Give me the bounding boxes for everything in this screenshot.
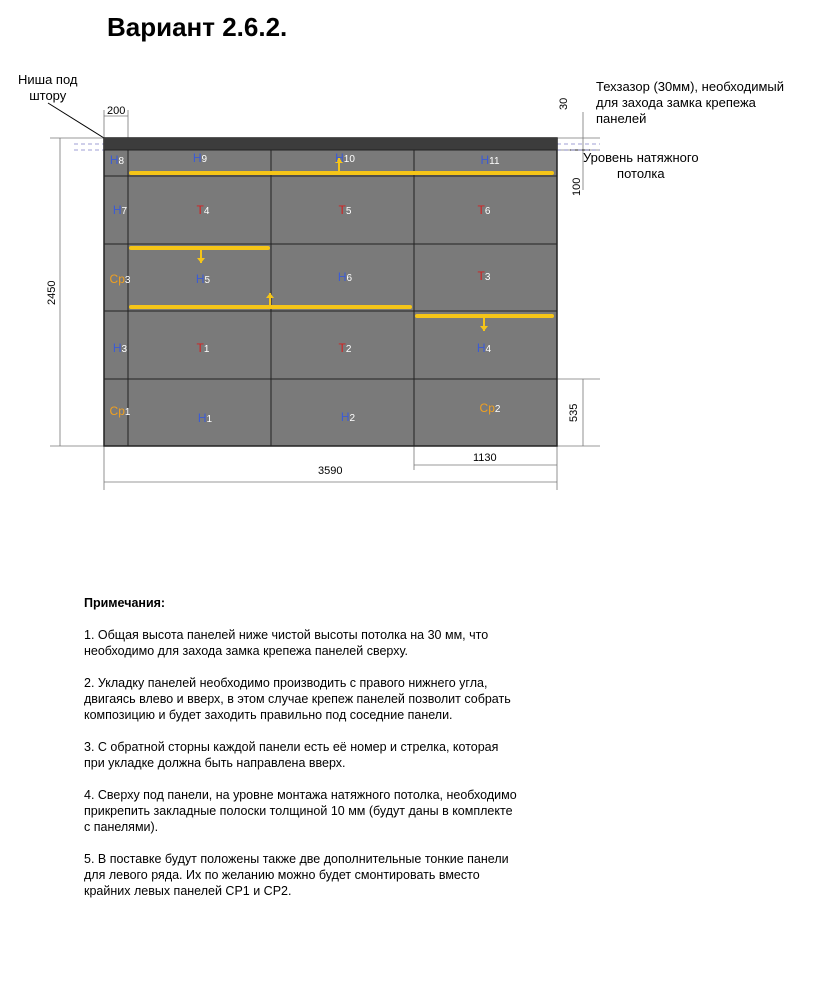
- panel-label: Н3: [112, 341, 128, 355]
- dim-1130: 1130: [473, 452, 497, 464]
- panel-label: Н8: [109, 153, 125, 167]
- panel-label: Н4: [476, 341, 492, 355]
- panel-label: Т6: [477, 203, 491, 217]
- dim-2450: 2450: [46, 280, 58, 305]
- top-gap-band: [104, 138, 557, 150]
- dim-30: 30: [558, 97, 570, 110]
- panel-label: Н7: [112, 203, 128, 217]
- note-1: 1. Общая высота панелей ниже чистой высоты потолка на 30 мм, что необходимо для захода замка крепежа панелей сверху.: [84, 628, 489, 658]
- note-5: 5. В поставке будут положены также две дополнительные тонкие панели для левого ряда. Их по желанию можно будет смонтировать вместо крайних левых панелей СР1 и СР2.: [84, 852, 509, 898]
- dim-100: 100: [571, 177, 583, 196]
- panel-label: Ср1: [109, 404, 131, 418]
- panel-label: Т2: [338, 341, 352, 355]
- panel-label: Н5: [195, 272, 211, 286]
- note-4: 4. Сверху под панели, на уровне монтажа натяжного потолка, необходимо прикрепить закладные полоски толщиной 10 мм (будут даны в комплекте с панелями).: [84, 788, 517, 834]
- note-3: 3. С обратной сторны каждой панели есть её номер и стрелка, которая при укладке должна быть направлена вверх.: [84, 740, 499, 770]
- panel-label: Н6: [337, 270, 353, 284]
- panel-label: Н2: [340, 410, 356, 424]
- page-title: Вариант 2.6.2.: [107, 12, 288, 42]
- panel-label: Н11: [480, 153, 500, 167]
- panel-label: Ср2: [479, 401, 501, 415]
- gap-callout: Техзазор (30мм), необходимый для захода замка крепежа панелей: [596, 79, 784, 126]
- panel-label: Т5: [338, 203, 352, 217]
- panel-label: Н9: [192, 151, 208, 165]
- dim-535: 535: [568, 403, 580, 422]
- panel-label: Н10: [335, 151, 355, 165]
- note-2: 2. Укладку панелей необходимо производить с правого нижнего угла, двигаясь влево и вверх, в этом случае крепеж панелей позволит собрать композицию и будет заходить правильно под соседние панели.: [84, 676, 511, 722]
- panel-label: Т3: [477, 269, 491, 283]
- niche-callout: Ниша под штору: [18, 72, 78, 103]
- panel-label: Т4: [196, 203, 210, 217]
- panel-label: Н1: [197, 411, 213, 425]
- panel-label: Т1: [196, 341, 210, 355]
- dim-3590: 3590: [318, 465, 343, 477]
- notes-header: Примечания:: [84, 596, 166, 610]
- notes-section: [84, 595, 604, 915]
- panel-label: Ср3: [109, 272, 131, 286]
- wall-area: [104, 138, 557, 446]
- ceiling-callout: Уровень натяжного потолка: [583, 150, 699, 181]
- dim-200: 200: [107, 105, 126, 117]
- panels-group: [104, 138, 557, 446]
